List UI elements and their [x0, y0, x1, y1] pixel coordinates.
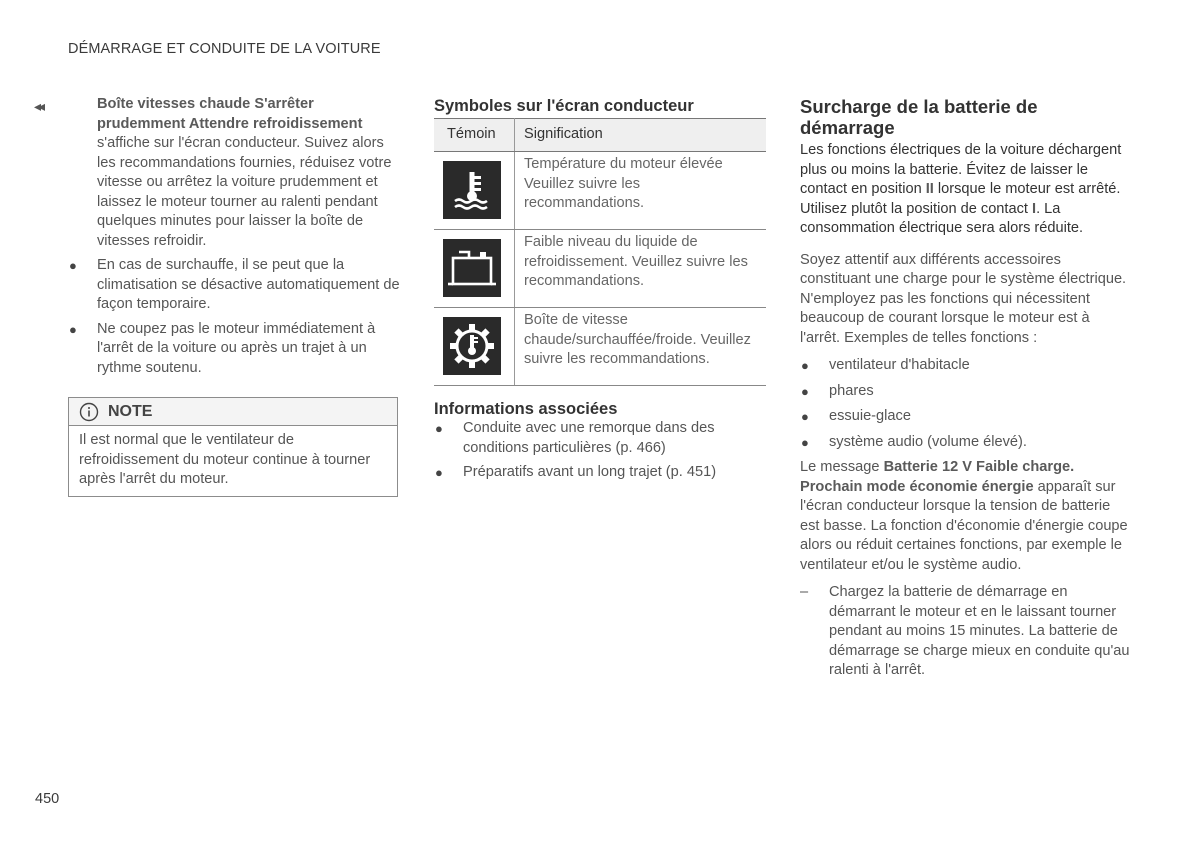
meaning-cell: Boîte de vitesse chaude/surchauffée/froide. Veuillez suivre les recommandations.: [515, 308, 767, 386]
battery-title: Surcharge de la batterie de démarrage: [800, 96, 1038, 138]
table-row: [434, 230, 766, 308]
engine-temperature-icon: [443, 161, 501, 219]
battery-paragraph-2: Soyez attentif aux différents accessoires constituant une charge pour le système électrique. N'employez pas les fonctions qui nécessitent beaucoup de courant lorsque le moteur est à l'arrêt. Exemples de telles fonctions :: [800, 251, 1127, 346]
left-column: [68, 95, 400, 383]
related-link-text[interactable]: Conduite avec une remorque dans des conditions particulières (p. 466): [463, 420, 715, 456]
symbols-table: [434, 118, 766, 386]
bullet-icon: ●: [69, 321, 77, 337]
list-item-text: Ne coupez pas le moteur immédiatement à l'arrêt de la voiture ou après un trajet à un rythme soutenu.: [97, 320, 376, 376]
table-header-row: [434, 119, 766, 152]
bullet-icon: ●: [801, 409, 809, 424]
message-bold: Boîte vitesses chaude S'arrêter prudemment Attendre refroidissement: [97, 96, 363, 132]
page-number: 450: [35, 791, 60, 807]
bullet-icon: ●: [435, 465, 443, 480]
battery-paragraph-1: Les fonctions électriques de la voiture déchargent plus ou moins la batterie. Évitez de laisser le contact en position II lorsque le moteur est arrêté. Utilisez plutôt la position de contact I. La consommation électrique sera alors réduite.: [800, 142, 1122, 236]
middle-column: [434, 96, 766, 488]
list-item: [68, 256, 400, 315]
column-header-indicator: Témoin: [434, 119, 515, 152]
bullet-icon: ●: [801, 358, 809, 373]
gearbox-temperature-icon: [443, 317, 501, 375]
related-title: Informations associées: [434, 400, 618, 418]
table-row: [434, 152, 766, 230]
list-item: ● système audio (volume élevé).: [800, 433, 1132, 453]
list-item-text: En cas de surchauffe, il se peut que la climatisation se désactive automatiquement de façon temporaire.: [97, 257, 400, 312]
note-title: NOTE: [108, 402, 153, 420]
meaning-cell: Température du moteur élevée Veuillez suivre les recommandations.: [515, 152, 767, 230]
right-column: [800, 96, 1132, 681]
related-link-text[interactable]: Préparatifs avant un long trajet (p. 451): [463, 464, 717, 480]
icon-cell: [434, 152, 515, 230]
accessory-list: [800, 356, 1132, 452]
list-item: ● ventilateur d'habitacle: [800, 356, 1132, 376]
icon-cell: [434, 308, 515, 386]
list-item: [68, 320, 400, 379]
bullet-icon: ●: [435, 421, 443, 436]
note-text: Il est normal que le ventilateur de refroidissement du moteur continue à tourner après l'arrêt du moteur.: [79, 432, 371, 487]
bullet-icon: ●: [801, 383, 809, 399]
info-icon: [79, 402, 99, 422]
message-text: s'affiche sur l'écran conducteur. Suivez alors les recommandations fournies, réduisez votre vitesse ou arrêtez la voiture prudemment et laissez le moteur tourner au ralenti pendant quelques minutes pour laisser la boîte de vitesses refroidir.: [97, 135, 392, 249]
charge-step: [800, 583, 1132, 681]
symbols-title: Symboles sur l'écran conducteur: [434, 97, 694, 115]
bullet-icon: ●: [69, 258, 77, 273]
continuation-mark-icon: ◂◂: [34, 98, 43, 114]
column-header-meaning: Signification: [515, 119, 767, 152]
list-item: ● phares: [800, 382, 1132, 402]
dash-icon: –: [800, 584, 809, 600]
battery-paragraph-3: Le message Batterie 12 V Faible charge. Prochain mode économie énergie apparaît sur l'écran conducteur lorsque la tension de batterie est basse. La fonction d'économie d'énergie coupe alors ou réduit certaines fonctions, par exemple le ventilateur et/ou le système audio.: [800, 459, 1128, 573]
low-coolant-level-icon: [443, 239, 501, 297]
charge-step-text: Chargez la batterie de démarrage en démarrant le moteur et en le laissant tourner pendant au moins 15 minutes. La batterie de démarrage se charge mieux en conduite qu'au ralenti à l'arrêt.: [829, 584, 1130, 678]
related-link[interactable]: [434, 419, 766, 458]
note-box: [68, 397, 398, 497]
table-row: [434, 308, 766, 386]
running-header: DÉMARRAGE ET CONDUITE DE LA VOITURE: [68, 41, 381, 57]
meaning-cell: Faible niveau du liquide de refroidissement. Veuillez suivre les recommandations.: [515, 230, 767, 308]
note-header: [69, 398, 397, 426]
list-item: ● essuie-glace: [800, 407, 1132, 427]
bullet-icon: ●: [801, 434, 809, 450]
related-link[interactable]: [434, 463, 766, 483]
message-paragraph: [68, 95, 400, 251]
icon-cell: [434, 230, 515, 308]
